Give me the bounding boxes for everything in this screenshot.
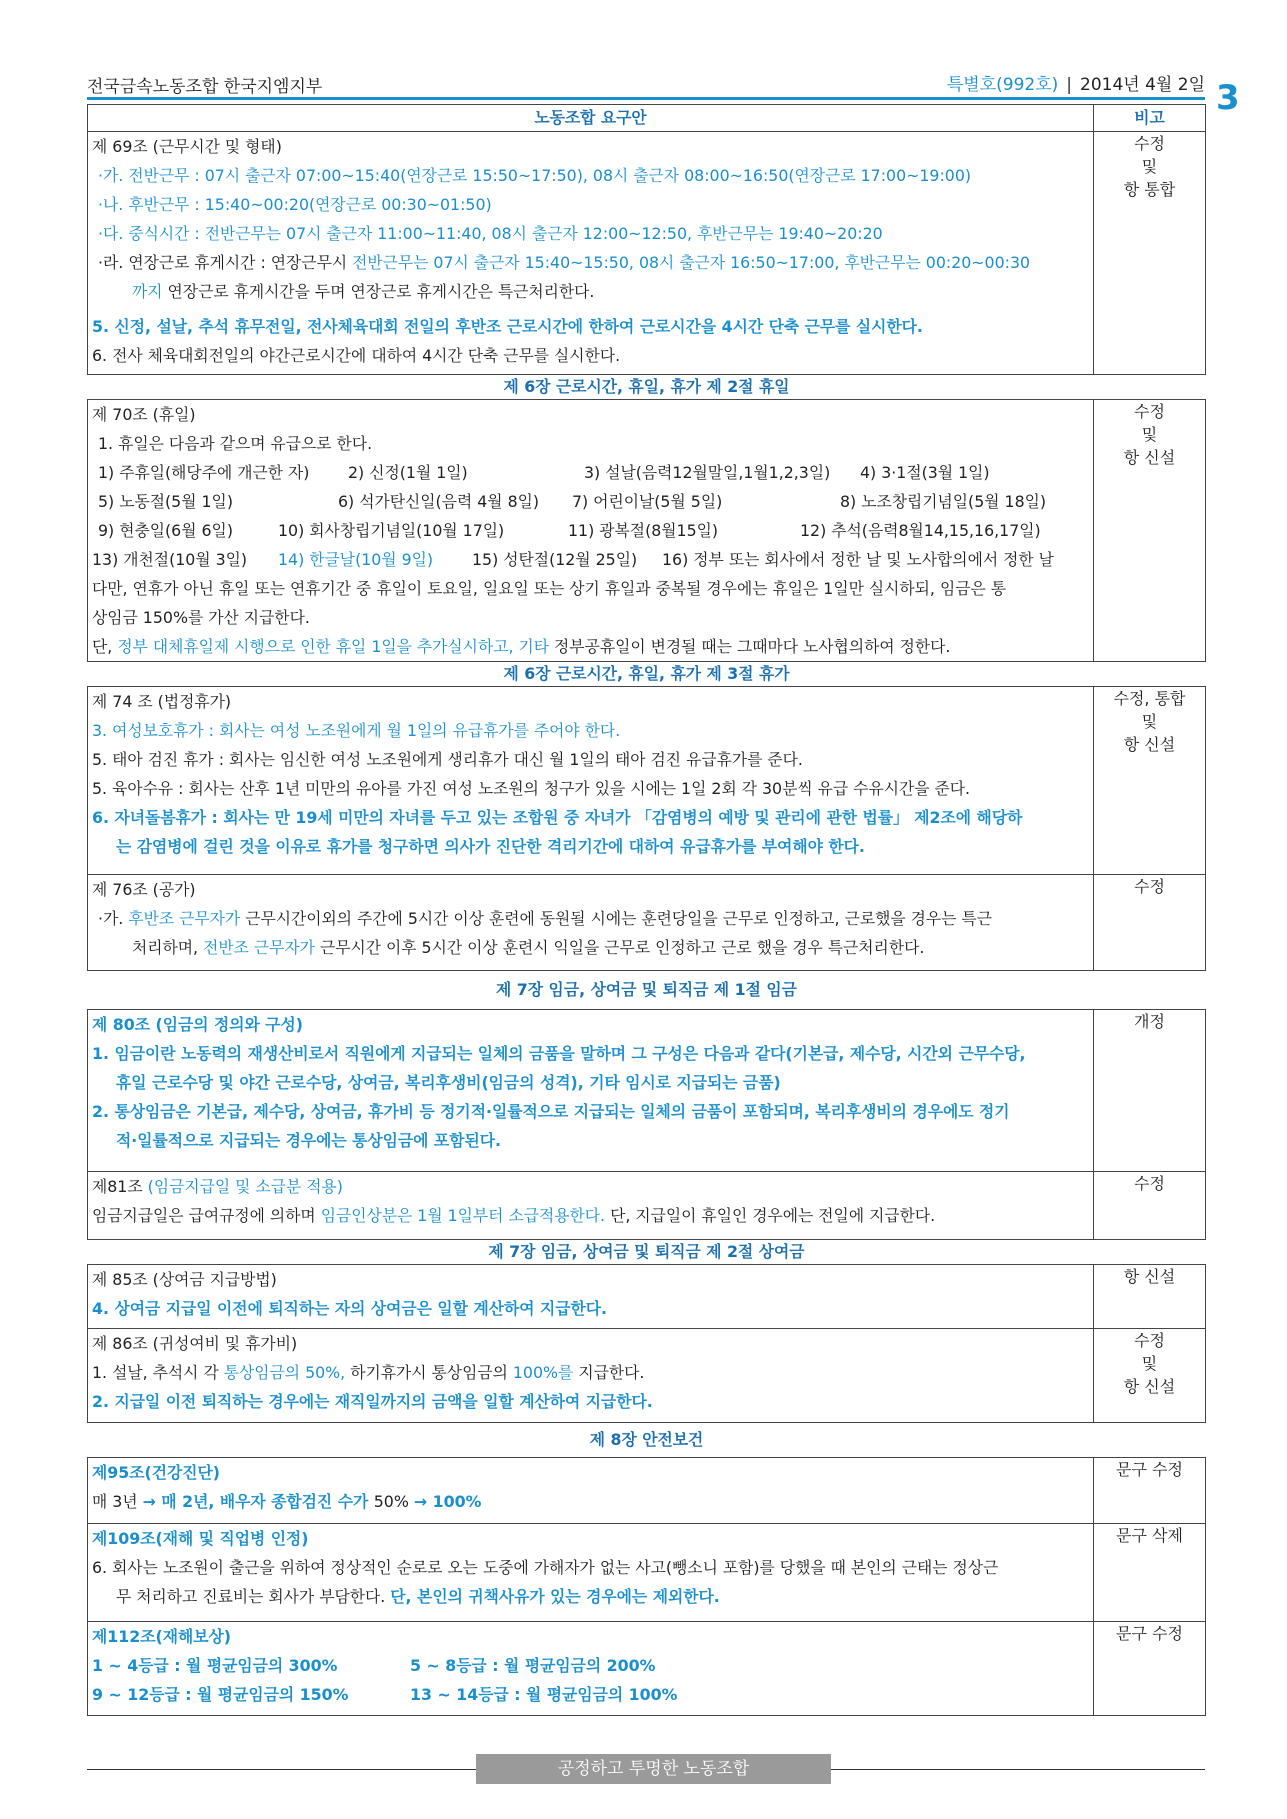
text-span: 50% — [373, 1492, 414, 1511]
clause-line — [92, 632, 1089, 661]
grade-item: 9 ~ 12등급 : 월 평균임금의 150% — [92, 1685, 349, 1704]
text-span: 근무시간이외의 주간에 5시간 이상 훈련에 동원될 시에는 훈련당일을 근무로 인정하고, 근로했을 경우는 특근 — [240, 909, 992, 928]
clause-line: 5. 육아수유 : 회사는 산후 1년 미만의 유아를 가진 여성 노조원의 청구가 있을 시에는 1일 2회 각 30분씩 유급 수유시간을 준다. — [92, 779, 971, 798]
note-line: 및 — [1141, 425, 1158, 444]
clause-line: 5. 신정, 설날, 추석 휴무전일, 전사체육대회 전일의 후반조 근로시간에 한하여 근로시간을 4시간 단축 근무를 실시한다. — [92, 317, 923, 336]
issue-separator: | — [1066, 75, 1073, 95]
holiday-item: 8) 노조창립기념일(5월 18일) — [840, 492, 1047, 511]
holiday-item: 1) 주휴일(해당주에 개근한 자) — [98, 463, 310, 482]
clause-line: 2. 통상임금은 기본급, 제수당, 상여금, 휴가비 등 정기적·일률적으로 지급되는 일체의 금품이 포함되며, 복리후생비의 경우에도 정기 — [92, 1102, 1010, 1121]
holiday-item: 15) 성탄절(12월 25일) — [472, 550, 638, 569]
article-title: 제 76조 (공가) — [92, 880, 196, 899]
clause-line: ·다. 중식시간 : 전반근무는 07시 출근자 11:00~11:40, 08시 출근자 12:00~12:50, 후반근무는 19:40~20:20 — [98, 224, 883, 243]
article-95-content — [88, 1458, 1094, 1524]
chapter-heading — [88, 1423, 1206, 1458]
note-line: 문구 수정 — [1116, 1460, 1183, 1479]
text-span: 하기휴가시 통상임금의 — [345, 1363, 513, 1382]
article-85-content — [88, 1265, 1094, 1329]
note-line: 수정 — [1134, 877, 1165, 896]
clause-line: 적·일률적으로 지급되는 경우에는 통상임금에 포함된다. — [116, 1131, 501, 1150]
text-span: 단, 지급일이 휴일인 경우에는 전일에 지급한다. — [605, 1206, 936, 1225]
table-header-row — [88, 105, 1206, 132]
grade-item: 5 ~ 8등급 : 월 평균임금의 200% — [410, 1656, 656, 1675]
highlight-span: → 매 2년, 배우자 종합검진 수가 — [142, 1492, 374, 1511]
article-81-note — [1094, 1172, 1206, 1240]
article-69-note — [1094, 132, 1206, 375]
article-title: 제 86조 (귀성여비 및 휴가비) — [92, 1334, 298, 1353]
article-80-note — [1094, 1010, 1206, 1172]
note-line: 문구 삭제 — [1116, 1526, 1183, 1545]
clause-line: 3. 여성보호휴가 : 회사는 여성 노조원에게 월 1일의 유급휴가를 주어야 한다. — [92, 721, 621, 740]
highlight-span: 전반조 근무자가 — [203, 938, 315, 957]
article-80-content — [88, 1010, 1094, 1172]
highlight-span: 통상임금의 50%, — [223, 1363, 346, 1382]
note-line: 항 신설 — [1123, 1267, 1176, 1286]
clause-line: 1. 휴일은 다음과 같으며 유급으로 한다. — [98, 434, 373, 453]
article-109-content — [88, 1524, 1094, 1622]
text-span: 임금지급일은 급여규정에 의하며 — [92, 1206, 321, 1225]
note-line: 수정 — [1134, 134, 1165, 153]
highlight-span: 정부 대체휴일제 시행으로 인한 휴일 1일을 추가실시하고, 기타 — [117, 637, 550, 656]
holiday-item: 5) 노동절(5월 1일) — [98, 492, 233, 511]
article-85-note — [1094, 1265, 1206, 1329]
article-74-content — [88, 687, 1094, 875]
highlight-span: → 100% — [413, 1492, 482, 1511]
article-95-row — [88, 1458, 1206, 1524]
clause-line — [92, 1201, 1089, 1230]
holiday-item: 7) 어린이날(5월 5일) — [572, 492, 723, 511]
issue-special: 특별호(992호) — [946, 75, 1059, 95]
note-line: 수정 — [1134, 1331, 1165, 1350]
holiday-item: 10) 회사창립기념일(10월 17일) — [278, 521, 505, 540]
note-line: 개정 — [1134, 1012, 1165, 1031]
article-112-note — [1094, 1622, 1206, 1716]
demands-table — [87, 104, 1206, 1716]
clause-line: ·가. 전반근무 : 07시 출근자 07:00~15:40(연장근로 15:50~17:50), 08시 출근자 08:00~16:50(연장근로 17:00~19:00) — [98, 166, 972, 185]
article-95-note — [1094, 1458, 1206, 1524]
issue-info — [947, 70, 1205, 95]
article-69-row — [88, 132, 1206, 375]
article-76-content — [88, 875, 1094, 971]
clause-line: 1. 임금이란 노동력의 재생산비로서 직원에게 지급되는 일체의 금품을 말하며 그 구성은 다음과 같다(기본급, 제수당, 시간외 근무수당, — [92, 1044, 1026, 1063]
clause-line — [92, 248, 1089, 277]
note-line: 항 통합 — [1123, 180, 1176, 199]
article-109-row — [88, 1524, 1206, 1622]
note-line: 및 — [1141, 1354, 1158, 1373]
article-69-content — [88, 132, 1094, 375]
highlight-span: 후반조 근무자가 — [128, 909, 241, 928]
article-70-note — [1094, 400, 1206, 662]
highlight-span: 전반근무는 07시 출근자 15:40~15:50, 08시 출근자 16:50~17:00, 후반근무는 00:20~00:30 — [352, 253, 1031, 272]
note-line: 항 신설 — [1123, 1377, 1176, 1396]
grade-item: 1 ~ 4등급 : 월 평균임금의 300% — [92, 1656, 338, 1675]
chapter-title: 제 8장 안전보건 — [88, 1423, 1206, 1458]
text-span: 정부공휴일이 변경될 때는 그때마다 노사협의하여 정한다. — [549, 637, 951, 656]
article-74-row — [88, 687, 1206, 875]
clause-line: 5. 태아 검진 휴가 : 회사는 임신한 여성 노조원에게 생리휴가 대신 월 1일의 태아 검진 유급휴가를 준다. — [92, 750, 803, 769]
chapter-title: 제 7장 임금, 상여금 및 퇴직금 제 2절 상여금 — [88, 1240, 1206, 1265]
clause-line — [92, 933, 1089, 962]
text-span: 근무시간 이후 5시간 이상 훈련시 익일을 근무로 인정하고 근로 했을 경우 특근처리한다. — [314, 938, 925, 957]
article-title: 제 74 조 (법정휴가) — [92, 692, 232, 711]
clause-line: ·나. 후반근무 : 15:40~00:20(연장근로 00:30~01:50) — [98, 195, 492, 214]
holiday-row — [92, 545, 1089, 574]
chapter-heading — [88, 1240, 1206, 1265]
text-span: 연장근로 휴게시간을 두며 연장근로 휴게시간은 특근처리한다. — [162, 282, 595, 301]
article-title — [92, 1172, 1089, 1201]
holiday-item: 11) 광복절(8월15일) — [568, 521, 719, 540]
article-title: 제 85조 (상여금 지급방법) — [92, 1270, 277, 1289]
clause-line: 다만, 연휴가 아닌 휴일 또는 연휴기간 중 휴일이 토요일, 일요일 또는 상기 휴일과 중복될 경우에는 휴일은 1일만 실시하되, 임금은 통 — [92, 579, 1007, 598]
article-70-content — [88, 400, 1094, 662]
holiday-row — [92, 516, 1089, 545]
article-74-note — [1094, 687, 1206, 875]
col-demands-header: 노동조합 요구안 — [88, 105, 1094, 132]
article-81-content — [88, 1172, 1094, 1240]
text-span: 지급한다. — [573, 1363, 645, 1382]
holiday-item: 2) 신정(1월 1일) — [348, 463, 468, 482]
clause-line: 6. 전사 체육대회전일의 야간근로시간에 대하여 4시간 단축 근무를 실시한다. — [92, 346, 621, 365]
clause-line: 는 감염병에 걸린 것을 이유로 휴가를 청구하면 의사가 진단한 격리기간에 대하여 유급휴가를 부여해야 한다. — [116, 837, 865, 856]
holiday-item: 16) 정부 또는 회사에서 정한 날 및 노사합의에서 정한 날 — [662, 550, 1054, 569]
article-76-note — [1094, 875, 1206, 971]
note-line: 및 — [1141, 157, 1158, 176]
page-number: 3 — [1216, 78, 1240, 118]
col-note-header: 비고 — [1094, 105, 1206, 132]
article-title: 제95조(건강진단) — [92, 1463, 220, 1482]
text-span: 매 3년 — [92, 1492, 143, 1511]
article-81-row — [88, 1172, 1206, 1240]
highlight-span: 100%를 — [512, 1363, 574, 1382]
article-title: 제 70조 (휴일) — [92, 405, 196, 424]
holiday-item: 4) 3·1절(3월 1일) — [860, 463, 990, 482]
header-rule — [87, 97, 1205, 100]
note-line: 수정, 통합 — [1113, 689, 1186, 708]
article-86-note — [1094, 1329, 1206, 1423]
grade-row — [92, 1651, 1089, 1680]
highlight-span: 단, 본인의 귀책사유가 있는 경우에는 제외한다. — [390, 1587, 720, 1606]
article-80-row — [88, 1010, 1206, 1172]
text-span: ·라. 연장근로 휴게시간 : 연장근무시 — [98, 253, 353, 272]
clause-line: 4. 상여금 지급일 이전에 퇴직하는 자의 상여금은 일할 계산하여 지급한다. — [92, 1299, 608, 1318]
article-109-note — [1094, 1524, 1206, 1622]
holiday-item: 13) 개천절(10월 3일) — [92, 550, 248, 569]
holiday-item: 12) 추석(음력8월14,15,16,17일) — [800, 521, 1041, 540]
chapter-heading — [88, 971, 1206, 1010]
text-span: 1. 설날, 추석시 각 — [92, 1363, 224, 1382]
clause-line: 2. 지급일 이전 퇴직하는 경우에는 재직일까지의 금액을 일할 계산하여 지급한다. — [92, 1392, 653, 1411]
clause-line — [92, 277, 1089, 306]
note-line: 수정 — [1134, 1174, 1165, 1193]
article-112-content — [88, 1622, 1094, 1716]
note-line: 및 — [1141, 712, 1158, 731]
note-line: 문구 수정 — [1116, 1624, 1183, 1643]
clause-line: 6. 회사는 노조원이 출근을 위하여 정상적인 순로로 오는 도중에 가해자가 없는 사고(뺑소니 포함)를 당했을 때 본인의 근태는 정상근 — [92, 1558, 999, 1577]
article-86-content — [88, 1329, 1094, 1423]
holiday-row — [92, 487, 1089, 516]
article-title: 제112조(재해보상) — [92, 1627, 231, 1646]
highlight-span: 임금인상분은 1월 1일부터 소급적용한다. — [320, 1206, 606, 1225]
chapter-heading — [88, 662, 1206, 687]
article-85-row — [88, 1265, 1206, 1329]
article-86-row — [88, 1329, 1206, 1423]
text-span: 무 처리하고 진료비는 회사가 부담한다. — [116, 1587, 391, 1606]
chapter-title: 제 6장 근로시간, 휴일, 휴가 제 2절 휴일 — [88, 375, 1206, 400]
clause-line: 휴일 근로수당 및 야간 근로수당, 상여금, 복리후생비(임금의 성격), 기타 임시로 지급되는 금품) — [116, 1073, 781, 1092]
article-76-row — [88, 875, 1206, 971]
clause-line — [92, 1358, 1089, 1387]
clause-line: 6. 자녀돌봄휴가 : 회사는 만 19세 미만의 자녀를 두고 있는 조합원 중 자녀가 「감염병의 예방 및 관리에 관한 법률」 제2조에 해당하 — [92, 808, 1023, 827]
holiday-item: 14) 한글날(10월 9일) — [278, 550, 434, 569]
highlight-span: 까지 — [132, 282, 163, 301]
text-span: 제81조 — [92, 1177, 148, 1196]
article-title: 제 69조 (근무시간 및 형태) — [92, 137, 282, 156]
note-line: 항 신설 — [1123, 735, 1176, 754]
text-span: 처리하며, — [132, 938, 204, 957]
chapter-title: 제 7장 임금, 상여금 및 퇴직금 제 1절 임금 — [88, 971, 1206, 1010]
chapter-title: 제 6장 근로시간, 휴일, 휴가 제 3절 휴가 — [88, 662, 1206, 687]
issue-date: 2014년 4월 2일 — [1080, 75, 1205, 95]
page-header — [87, 66, 1205, 98]
article-title: 제109조(재해 및 직업병 인정) — [92, 1529, 309, 1548]
note-line: 수정 — [1134, 402, 1165, 421]
article-title: 제 80조 (임금의 정의와 구성) — [92, 1015, 304, 1034]
holiday-row — [92, 458, 1089, 487]
chapter-heading — [88, 375, 1206, 400]
clause-line: 상임금 150%를 가산 지급한다. — [92, 608, 310, 627]
clause-line — [92, 904, 1089, 933]
article-112-row — [88, 1622, 1206, 1716]
footer-slogan: 공정하고 투명한 노동조합 — [476, 1754, 831, 1784]
text-span: 단, — [92, 637, 118, 656]
org-name: 전국금속노동조합 한국지엠지부 — [87, 77, 323, 97]
holiday-item: 6) 석가탄신일(음력 4월 8일) — [338, 492, 540, 511]
grade-item: 13 ~ 14등급 : 월 평균임금의 100% — [410, 1685, 678, 1704]
grade-row — [92, 1680, 1089, 1709]
note-line: 항 신설 — [1123, 448, 1176, 467]
article-70-row — [88, 400, 1206, 662]
clause-line — [92, 1487, 1089, 1516]
highlight-span: (임금지급일 및 소급분 적용) — [147, 1177, 343, 1196]
text-span: ·가. — [98, 909, 129, 928]
holiday-item: 3) 설날(음력12월말일,1월1,2,3일) — [584, 463, 831, 482]
holiday-item: 9) 현충일(6월 6일) — [98, 521, 233, 540]
clause-line — [92, 1582, 1089, 1611]
